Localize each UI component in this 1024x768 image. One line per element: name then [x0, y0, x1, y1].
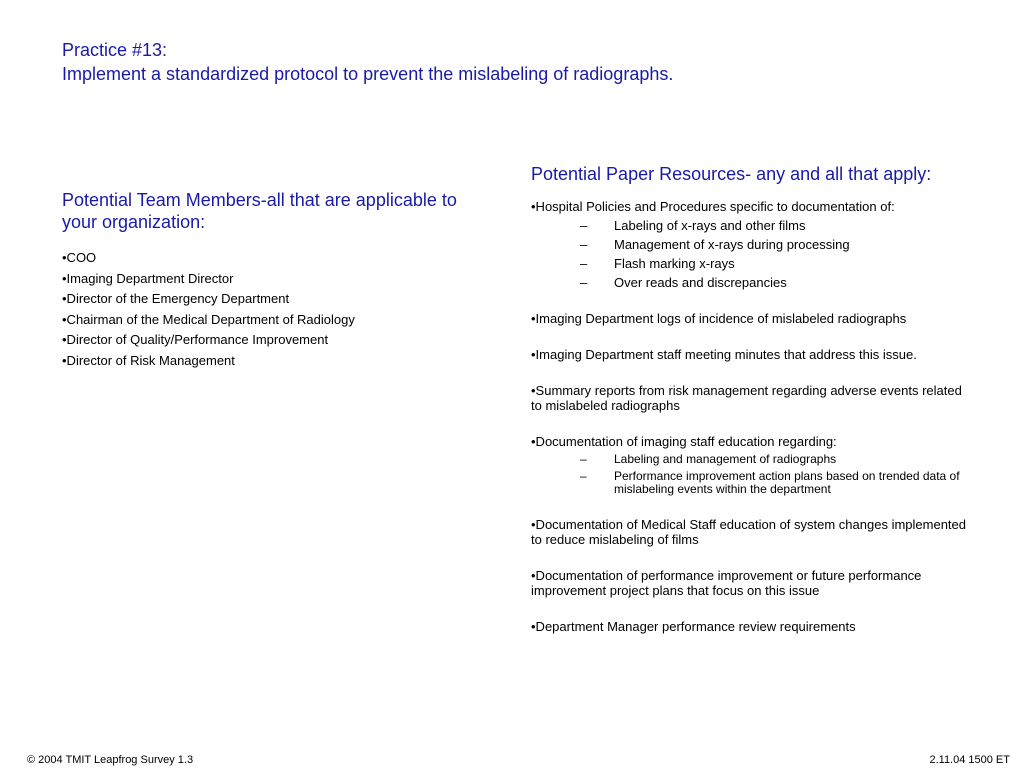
list-item	[531, 311, 971, 326]
paper-resources-heading: Potential Paper Resources- any and all that apply:	[531, 164, 932, 184]
list-item	[531, 199, 971, 290]
list-item-text: •Imaging Department logs of incidence of mislabeled radiographs	[531, 311, 907, 326]
team-members-section	[62, 189, 492, 374]
title-line-1: Practice #13:	[62, 40, 168, 60]
title-line-2: Implement a standardized protocol to prevent the mislabeling of radiographs.	[62, 64, 674, 84]
sub-list-item	[531, 256, 971, 271]
list-item	[531, 347, 971, 362]
sub-list-item	[531, 218, 971, 233]
slide-title	[62, 38, 982, 86]
footer-date: 2.11.04 1500 ET	[929, 754, 1010, 766]
list-item-text: •Documentation of Medical Staff education of system changes implemented to reduce mislabeling of films	[531, 517, 966, 547]
list-item: •Director of Quality/Performance Improvement	[62, 332, 329, 348]
list-item	[531, 619, 971, 634]
list-item	[531, 517, 971, 547]
list-item-text: •Documentation of imaging staff education regarding:	[531, 434, 837, 449]
sub-list	[531, 218, 971, 290]
list-item-text: •Summary reports from risk management regarding adverse events related to mislabeled radiographs	[531, 383, 962, 413]
dash-bullet: –	[580, 256, 588, 271]
dash-bullet: –	[580, 452, 587, 466]
list-item	[531, 434, 971, 496]
sub-list-item-text: Labeling and management of radiographs	[614, 452, 837, 466]
team-members-list	[62, 250, 492, 368]
sub-list-item-text: Labeling of x-rays and other films	[614, 218, 806, 233]
dash-bullet: –	[580, 237, 588, 252]
sub-list-item	[531, 237, 971, 252]
list-item-text: •Hospital Policies and Procedures specific to documentation of:	[531, 199, 895, 214]
sub-list-item-text: Performance improvement action plans based on trended data of mislabeling events within the department	[614, 469, 960, 496]
list-item-text: •Department Manager performance review requirements	[531, 619, 856, 634]
dash-bullet: –	[580, 275, 588, 290]
sub-list-item	[531, 275, 971, 290]
dash-bullet: –	[580, 469, 587, 483]
sub-list-item-text: Over reads and discrepancies	[614, 275, 787, 290]
list-item-text: •Documentation of performance improvement or future performance improvement project plans that focus on this issue	[531, 568, 922, 598]
dash-bullet: –	[580, 218, 588, 233]
paper-resources-list	[531, 199, 971, 634]
sub-list-item-text: Flash marking x-rays	[614, 256, 735, 271]
sub-list-item	[531, 470, 971, 496]
list-item	[531, 383, 971, 413]
list-item: •COO	[62, 250, 97, 265]
team-members-heading: Potential Team Members-all that are applicable to your organization:	[62, 190, 457, 232]
list-item: •Imaging Department Director	[62, 270, 234, 286]
paper-resources-section	[531, 163, 971, 655]
sub-list	[531, 453, 971, 496]
sub-list-item	[531, 453, 971, 466]
footer-copyright: © 2004 TMIT Leapfrog Survey 1.3	[27, 754, 194, 766]
list-item-text: •Imaging Department staff meeting minutes that address this issue.	[531, 347, 917, 362]
list-item: •Director of the Emergency Department	[62, 291, 290, 307]
list-item	[531, 568, 971, 598]
list-item: •Chairman of the Medical Department of Radiology	[62, 311, 355, 327]
sub-list-item-text: Management of x-rays during processing	[614, 237, 850, 252]
list-item: •Director of Risk Management	[62, 352, 235, 368]
